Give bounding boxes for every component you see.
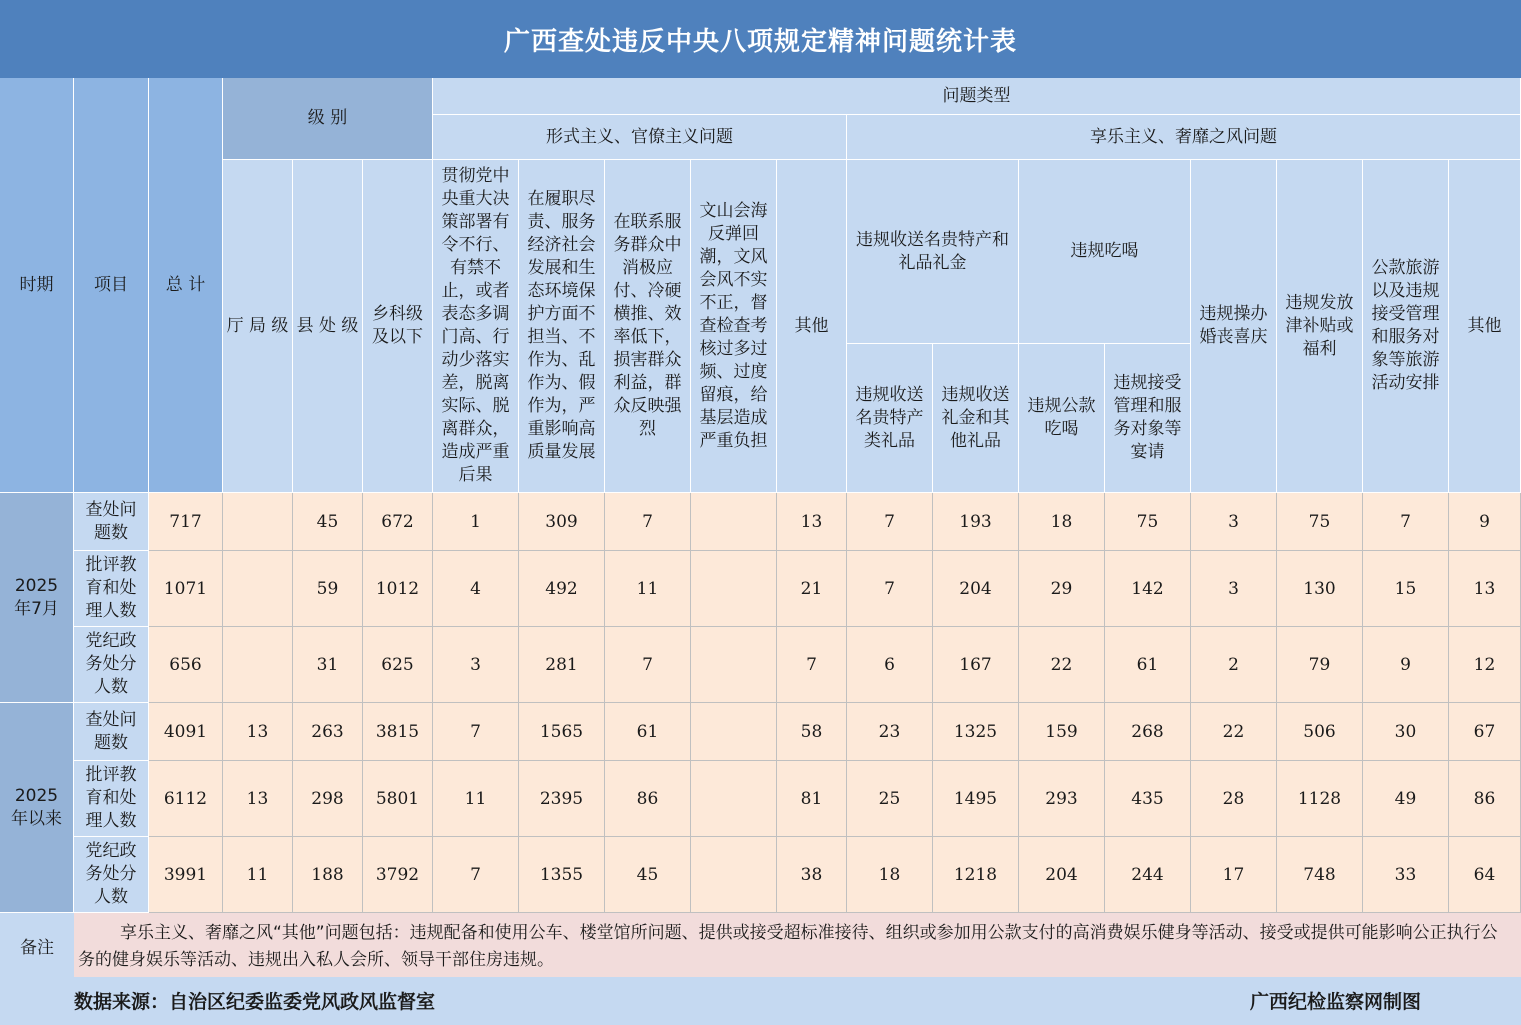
table-cell: 86 [605, 761, 691, 837]
table-cell: 11 [223, 837, 293, 913]
table-cell [691, 493, 777, 551]
table-cell: 33 [1363, 837, 1449, 913]
table-cell: 244 [1105, 837, 1191, 913]
header-level-col: 县 处 级 [293, 160, 363, 493]
table-cell: 159 [1019, 703, 1105, 761]
header-total: 总 计 [149, 78, 223, 493]
table-cell [691, 837, 777, 913]
header-formalism-col: 贯彻党中央重大决策部署有令不行、有禁不止，或者表态多调门高、行动少落实差，脱离实际、脱离群众，造成严重后果 [433, 160, 519, 493]
table-cell: 1325 [933, 703, 1019, 761]
table-cell: 142 [1105, 551, 1191, 627]
table-cell: 59 [293, 551, 363, 627]
table-cell: 625 [363, 627, 433, 703]
table-cell: 204 [933, 551, 1019, 627]
table-cell: 4091 [149, 703, 223, 761]
table-cell: 435 [1105, 761, 1191, 837]
table-cell [691, 551, 777, 627]
table-cell: 293 [1019, 761, 1105, 837]
table-cell: 11 [605, 551, 691, 627]
table-cell: 3815 [363, 703, 433, 761]
table-cell: 11 [433, 761, 519, 837]
header-formalism-col: 其他 [777, 160, 847, 493]
table-cell: 7 [605, 627, 691, 703]
header-gift-group: 违规收送名贵特产和礼品礼金 [847, 160, 1019, 344]
table-cell: 7 [433, 837, 519, 913]
header-period: 时期 [0, 78, 74, 493]
table-cell: 13 [223, 703, 293, 761]
table-cell [223, 551, 293, 627]
table-cell: 1 [433, 493, 519, 551]
header-formalism-group: 形式主义、官僚主义问题 [433, 115, 847, 160]
table-cell: 79 [1277, 627, 1363, 703]
note-text: 享乐主义、奢靡之风“其他”问题包括：违规配备和使用公车、楼堂馆所问题、提供或接受超标准接待、组织或参加用公款支付的高消费娱乐健身等活动、接受或提供可能影响公正执行公务的健身娱乐等活动、违规出入私人会所、领导干部住房违规。 [74, 913, 1521, 977]
note-label: 备注 [0, 913, 74, 977]
table-cell: 25 [847, 761, 933, 837]
table-cell: 309 [519, 493, 605, 551]
table-cell: 31 [293, 627, 363, 703]
header-hedonism-col: 违规操办婚丧喜庆 [1191, 160, 1277, 493]
table-cell: 64 [1449, 837, 1521, 913]
header-gift-col: 违规收送名贵特产类礼品 [847, 344, 933, 493]
table-cell: 204 [1019, 837, 1105, 913]
header-hedonism-col: 违规发放津补贴或福利 [1277, 160, 1363, 493]
table-cell: 75 [1277, 493, 1363, 551]
table-cell: 12 [1449, 627, 1521, 703]
table-cell: 1495 [933, 761, 1019, 837]
table-cell: 717 [149, 493, 223, 551]
row-item: 查处问题数 [74, 493, 149, 551]
table-cell: 9 [1363, 627, 1449, 703]
period-label: 2025年7月 [0, 493, 74, 703]
header-hedonism-col: 公款旅游以及违规接受管理和服务对象等旅游活动安排 [1363, 160, 1449, 493]
table-cell [691, 703, 777, 761]
table-cell: 492 [519, 551, 605, 627]
table-cell: 61 [605, 703, 691, 761]
table-cell: 298 [293, 761, 363, 837]
header-level-group: 级 别 [223, 78, 433, 160]
row-item: 党纪政务处分人数 [74, 627, 149, 703]
table-cell: 18 [847, 837, 933, 913]
table-cell: 3 [1191, 551, 1277, 627]
table-cell: 1218 [933, 837, 1019, 913]
table-cell: 49 [1363, 761, 1449, 837]
header-hedonism-group: 享乐主义、奢靡之风问题 [847, 115, 1521, 160]
table-title: 广西查处违反中央八项规定精神问题统计表 [0, 0, 1521, 78]
table-cell: 7 [777, 627, 847, 703]
table-cell: 3991 [149, 837, 223, 913]
header-level-col: 厅 局 级 [223, 160, 293, 493]
table-cell: 22 [1019, 627, 1105, 703]
table-cell: 30 [1363, 703, 1449, 761]
table-cell: 2 [1191, 627, 1277, 703]
table-cell: 263 [293, 703, 363, 761]
header-formalism-col: 文山会海反弹回潮，文风会风不实不正，督查检查考核过多过频、过度留痕，给基层造成严重负担 [691, 160, 777, 493]
table-cell: 167 [933, 627, 1019, 703]
row-item: 查处问题数 [74, 703, 149, 761]
header-hedonism-col: 其他 [1449, 160, 1521, 493]
table-cell [691, 761, 777, 837]
table-cell: 268 [1105, 703, 1191, 761]
header-level-col: 乡科级及以下 [363, 160, 433, 493]
table-cell: 1355 [519, 837, 605, 913]
data-source: 数据来源：自治区纪委监委党风政风监督室 [74, 991, 436, 1013]
table-cell: 86 [1449, 761, 1521, 837]
table-cell: 38 [777, 837, 847, 913]
header-item: 项目 [74, 78, 149, 493]
table-cell: 7 [847, 551, 933, 627]
row-item: 批评教育和处理人数 [74, 551, 149, 627]
table-cell: 45 [605, 837, 691, 913]
table-cell: 5801 [363, 761, 433, 837]
table-cell: 2395 [519, 761, 605, 837]
table-cell: 18 [1019, 493, 1105, 551]
header-gift-col: 违规收送礼金和其他礼品 [933, 344, 1019, 493]
table-cell: 1565 [519, 703, 605, 761]
table-cell: 17 [1191, 837, 1277, 913]
table-cell [223, 627, 293, 703]
table-cell: 506 [1277, 703, 1363, 761]
table-cell: 281 [519, 627, 605, 703]
chart-maker: 广西纪检监察网制图 [1250, 991, 1422, 1013]
header-dining-col: 违规接受管理和服务对象等宴请 [1105, 344, 1191, 493]
table-cell: 21 [777, 551, 847, 627]
table-cell: 45 [293, 493, 363, 551]
table-cell: 7 [1363, 493, 1449, 551]
header-formalism-col: 在联系服务群众中消极应付、冷硬横推、效率低下，损害群众利益，群众反映强烈 [605, 160, 691, 493]
table-cell: 188 [293, 837, 363, 913]
table-cell: 6112 [149, 761, 223, 837]
header-dining-group: 违规吃喝 [1019, 160, 1191, 344]
header-problem-type: 问题类型 [433, 78, 1521, 115]
table-cell: 13 [223, 761, 293, 837]
table-cell: 3 [433, 627, 519, 703]
table-cell: 3792 [363, 837, 433, 913]
table-cell: 7 [605, 493, 691, 551]
table-cell [691, 627, 777, 703]
table-cell [223, 493, 293, 551]
table-cell: 6 [847, 627, 933, 703]
table-cell: 75 [1105, 493, 1191, 551]
table-cell: 23 [847, 703, 933, 761]
table-cell: 672 [363, 493, 433, 551]
table-cell: 13 [777, 493, 847, 551]
table-cell: 9 [1449, 493, 1521, 551]
table-cell: 7 [847, 493, 933, 551]
row-item: 党纪政务处分人数 [74, 837, 149, 913]
table-cell: 22 [1191, 703, 1277, 761]
header-formalism-col: 在履职尽责、服务经济社会发展和生态环境保护方面不担当、不作为、乱作为、假作为，严重影响高质量发展 [519, 160, 605, 493]
table-cell: 58 [777, 703, 847, 761]
table-cell: 1012 [363, 551, 433, 627]
table-cell: 656 [149, 627, 223, 703]
table-cell: 193 [933, 493, 1019, 551]
period-label: 2025年以来 [0, 703, 74, 913]
table-cell: 61 [1105, 627, 1191, 703]
table-cell: 1071 [149, 551, 223, 627]
table-cell: 28 [1191, 761, 1277, 837]
table-cell: 4 [433, 551, 519, 627]
table-cell: 1128 [1277, 761, 1363, 837]
table-cell: 67 [1449, 703, 1521, 761]
header-dining-col: 违规公款吃喝 [1019, 344, 1105, 493]
table-cell: 7 [433, 703, 519, 761]
table-cell: 81 [777, 761, 847, 837]
table-cell: 3 [1191, 493, 1277, 551]
table-cell: 748 [1277, 837, 1363, 913]
table-cell: 15 [1363, 551, 1449, 627]
table-cell: 13 [1449, 551, 1521, 627]
row-item: 批评教育和处理人数 [74, 761, 149, 837]
table-cell: 29 [1019, 551, 1105, 627]
table-cell: 130 [1277, 551, 1363, 627]
